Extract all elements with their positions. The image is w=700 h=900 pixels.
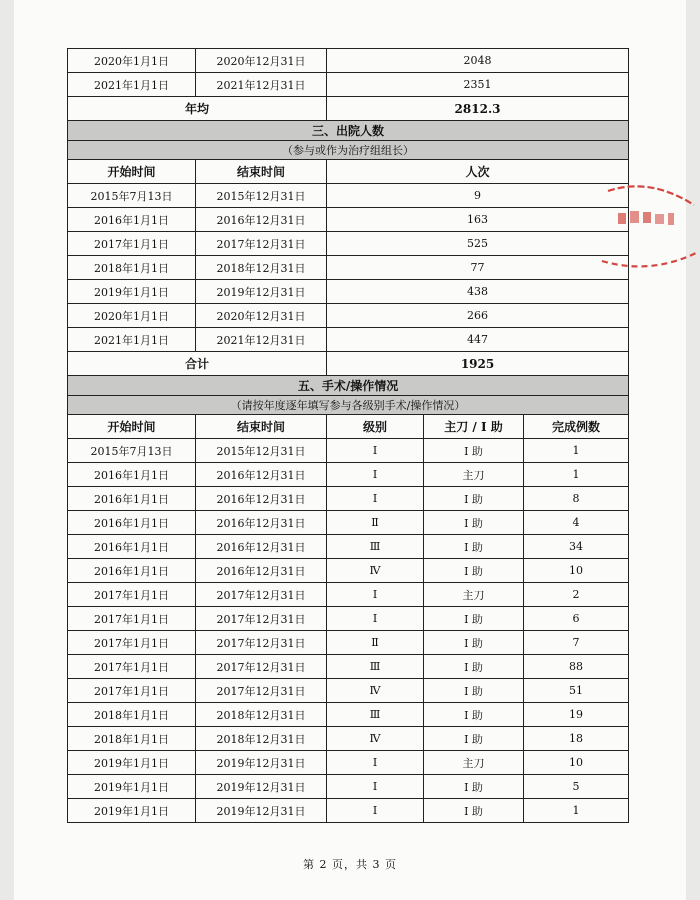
table-row [68,583,629,607]
discharge-section-title: 三、出院人数 [68,121,629,141]
table-row [68,232,629,256]
table-row [68,559,629,583]
end-date: 2018年12月31日 [196,256,327,280]
count-cell: 88 [524,655,629,679]
start-date: 2020年1月1日 [68,49,196,73]
table-row [68,679,629,703]
end-date: 2017年12月31日 [196,607,327,631]
level-cell: Ⅰ [327,799,424,823]
start-date: 2019年1月1日 [68,775,196,799]
end-date: 2016年12月31日 [196,487,327,511]
table-row [68,703,629,727]
count-cell: 163 [327,208,629,232]
end-date: 2018年12月31日 [196,703,327,727]
table-row [68,511,629,535]
role-cell: Ⅰ 助 [424,607,524,631]
end-date: 2016年12月31日 [196,535,327,559]
role-cell: Ⅰ 助 [424,775,524,799]
end-date: 2019年12月31日 [196,280,327,304]
end-date: 2019年12月31日 [196,799,327,823]
header-start: 开始时间 [68,160,196,184]
role-cell: Ⅰ 助 [424,655,524,679]
value-cell: 2351 [327,73,629,97]
end-date: 2020年12月31日 [196,49,327,73]
count-cell: 6 [524,607,629,631]
table-row [68,607,629,631]
table-row [68,304,629,328]
annual-average-row [68,97,629,121]
section-subtitle-row [68,141,629,160]
total-value: 1925 [327,352,629,376]
end-date: 2015年12月31日 [196,439,327,463]
table-row [68,208,629,232]
discharge-total-row [68,352,629,376]
end-date: 2021年12月31日 [196,73,327,97]
start-date: 2015年7月13日 [68,184,196,208]
role-cell: 主刀 [424,583,524,607]
count-cell: 51 [524,679,629,703]
start-date: 2019年1月1日 [68,280,196,304]
role-cell: Ⅰ 助 [424,631,524,655]
count-cell: 18 [524,727,629,751]
start-date: 2018年1月1日 [68,703,196,727]
count-cell: 438 [327,280,629,304]
table-row [68,751,629,775]
start-date: 2017年1月1日 [68,607,196,631]
count-cell: 525 [327,232,629,256]
level-cell: Ⅰ [327,487,424,511]
role-cell: Ⅰ 助 [424,511,524,535]
start-date: 2016年1月1日 [68,487,196,511]
annual-average-label: 年均 [68,97,327,121]
end-date: 2017年12月31日 [196,232,327,256]
table-row [68,487,629,511]
table-row [68,799,629,823]
table-row [68,655,629,679]
count-cell: 1 [524,463,629,487]
count-cell: 34 [524,535,629,559]
start-date: 2019年1月1日 [68,799,196,823]
count-cell: 77 [327,256,629,280]
table-row [68,775,629,799]
level-cell: Ⅰ [327,583,424,607]
end-date: 2017年12月31日 [196,655,327,679]
role-cell: Ⅰ 助 [424,487,524,511]
start-date: 2018年1月1日 [68,727,196,751]
level-cell: Ⅰ [327,751,424,775]
start-date: 2015年7月13日 [68,439,196,463]
table-row [68,463,629,487]
count-cell: 2 [524,583,629,607]
table-row [68,256,629,280]
start-date: 2017年1月1日 [68,655,196,679]
start-date: 2016年1月1日 [68,535,196,559]
level-cell: Ⅲ [327,535,424,559]
header-level: 级别 [327,415,424,439]
end-date: 2017年12月31日 [196,583,327,607]
header-role: 主刀 / Ⅰ 助 [424,415,524,439]
start-date: 2016年1月1日 [68,208,196,232]
count-cell: 7 [524,631,629,655]
count-cell: 447 [327,328,629,352]
table-row [68,280,629,304]
header-start: 开始时间 [68,415,196,439]
role-cell: Ⅰ 助 [424,535,524,559]
level-cell: Ⅳ [327,559,424,583]
count-cell: 266 [327,304,629,328]
header-end: 结束时间 [196,160,327,184]
table-row [68,328,629,352]
role-cell: Ⅰ 助 [424,679,524,703]
header-count: 完成例数 [524,415,629,439]
start-date: 2016年1月1日 [68,463,196,487]
section-title-row [68,376,629,396]
start-date: 2020年1月1日 [68,304,196,328]
end-date: 2016年12月31日 [196,559,327,583]
header-count: 人次 [327,160,629,184]
start-date: 2017年1月1日 [68,232,196,256]
level-cell: Ⅰ [327,463,424,487]
count-cell: 10 [524,751,629,775]
value-cell: 2048 [327,49,629,73]
table-row [68,631,629,655]
level-cell: Ⅰ [327,775,424,799]
start-date: 2018年1月1日 [68,256,196,280]
role-cell: Ⅰ 助 [424,703,524,727]
level-cell: Ⅳ [327,679,424,703]
count-cell: 5 [524,775,629,799]
discharge-section-subtitle: （参与或作为治疗组组长） [68,141,629,160]
surgery-section-title: 五、手术/操作情况 [68,376,629,396]
end-date: 2015年12月31日 [196,184,327,208]
start-date: 2016年1月1日 [68,511,196,535]
end-date: 2016年12月31日 [196,511,327,535]
level-cell: Ⅲ [327,703,424,727]
count-cell: 4 [524,511,629,535]
section-subtitle-row [68,396,629,415]
end-date: 2016年12月31日 [196,463,327,487]
table-row [68,184,629,208]
level-cell: Ⅰ [327,607,424,631]
role-cell: Ⅰ 助 [424,799,524,823]
level-cell: Ⅱ [327,511,424,535]
record-table [67,48,629,823]
count-cell: 10 [524,559,629,583]
start-date: 2021年1月1日 [68,328,196,352]
start-date: 2021年1月1日 [68,73,196,97]
role-cell: Ⅰ 助 [424,559,524,583]
discharge-header-row [68,160,629,184]
start-date: 2016年1月1日 [68,559,196,583]
role-cell: Ⅰ 助 [424,439,524,463]
count-cell: 19 [524,703,629,727]
start-date: 2019年1月1日 [68,751,196,775]
level-cell: Ⅲ [327,655,424,679]
table-row [68,49,629,73]
role-cell: 主刀 [424,463,524,487]
table-row [68,727,629,751]
table-row [68,73,629,97]
end-date: 2016年12月31日 [196,208,327,232]
surgery-header-row [68,415,629,439]
count-cell: 9 [327,184,629,208]
header-end: 结束时间 [196,415,327,439]
table-row [68,439,629,463]
end-date: 2018年12月31日 [196,727,327,751]
end-date: 2017年12月31日 [196,631,327,655]
role-cell: 主刀 [424,751,524,775]
level-cell: Ⅰ [327,439,424,463]
end-date: 2021年12月31日 [196,328,327,352]
total-label: 合计 [68,352,327,376]
level-cell: Ⅳ [327,727,424,751]
level-cell: Ⅱ [327,631,424,655]
annual-average-value: 2812.3 [327,97,629,121]
count-cell: 1 [524,799,629,823]
start-date: 2017年1月1日 [68,631,196,655]
end-date: 2019年12月31日 [196,751,327,775]
end-date: 2019年12月31日 [196,775,327,799]
count-cell: 8 [524,487,629,511]
surgery-section-subtitle: （请按年度逐年填写参与各级别手术/操作情况） [68,396,629,415]
page-number: 第 2 页，共 3 页 [303,858,397,871]
section-title-row [68,121,629,141]
end-date: 2020年12月31日 [196,304,327,328]
end-date: 2017年12月31日 [196,679,327,703]
start-date: 2017年1月1日 [68,679,196,703]
table-row [68,535,629,559]
count-cell: 1 [524,439,629,463]
role-cell: Ⅰ 助 [424,727,524,751]
start-date: 2017年1月1日 [68,583,196,607]
